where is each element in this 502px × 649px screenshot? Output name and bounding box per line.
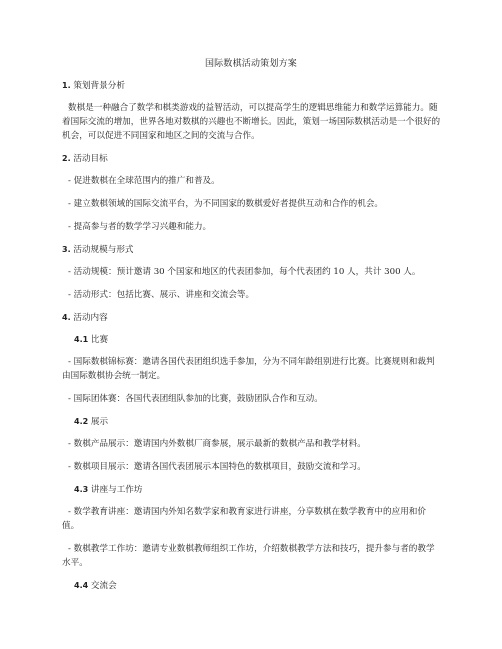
subsection-number: 4.2 bbox=[74, 417, 89, 426]
subsection-heading-4-4 bbox=[62, 579, 443, 593]
subsection-number: 4.1 bbox=[74, 335, 89, 344]
subsection-number: 4.3 bbox=[74, 485, 89, 494]
bullet-item: - 活动形式：包括比赛、展示、讲座和交流会等。 bbox=[68, 290, 255, 300]
section-number: 3. bbox=[62, 245, 71, 254]
section-heading-1 bbox=[62, 79, 443, 93]
bullet-item: - 国际数棋锦标赛：邀请各国代表团组织选手参加，分为不同年龄组别进行比赛。比赛规则和裁判由国际数棋协会统一制定。 bbox=[62, 357, 435, 381]
bullet-item: - 提高参与者的数学学习兴趣和能力。 bbox=[68, 222, 212, 232]
subsection-title: 交流会 bbox=[90, 581, 117, 591]
bullet-item: - 数棋产品展示：邀请国内外数棋厂商参展，展示最新的数棋产品和教学材料。 bbox=[68, 439, 366, 449]
subsection-title: 比赛 bbox=[90, 335, 109, 345]
document-body bbox=[62, 79, 443, 593]
subsection-title: 讲座与工作坊 bbox=[90, 485, 143, 495]
paragraph: 数棋是一种融合了数学和棋类游戏的益智活动，可以提高学生的逻辑思维能力和数学运算能力。随着国际交流的增加，世界各地对数棋的兴趣也不断增长。因此，策划一场国际数棋活动是一个很好的机会，可以促进不同国家和地区之间的交流与合作。 bbox=[62, 103, 441, 141]
section-title: 活动内容 bbox=[73, 313, 108, 323]
section-heading-2 bbox=[62, 152, 443, 166]
bullet-item: - 数棋项目展示：邀请各国代表团展示本国特色的数棋项目，鼓励交流和学习。 bbox=[68, 462, 366, 472]
bullet-item: - 数棋教学工作坊：邀请专业数棋教师组织工作坊，介绍数棋教学方法和技巧，提升参与者的教学水平。 bbox=[62, 544, 435, 568]
bullet-item: - 国际团体赛：各国代表团组队参加的比赛，鼓励团队合作和互动。 bbox=[68, 394, 323, 404]
section-title: 活动目标 bbox=[73, 154, 108, 164]
bullet-item: - 活动规模：预计邀请 30 个国家和地区的代表团参加，每个代表团约 10 人，共计 300 人。 bbox=[68, 267, 421, 277]
bullet-item: - 数学教育讲座：邀请国内外知名数学家和教育家进行讲座，分享数棋在数学教育中的应用和价值。 bbox=[62, 507, 426, 531]
subsection-heading-4-1 bbox=[62, 333, 443, 347]
subsection-heading-4-3 bbox=[62, 483, 443, 497]
subsection-heading-4-2 bbox=[62, 415, 443, 429]
section-number: 2. bbox=[62, 154, 71, 163]
section-number: 1. bbox=[62, 81, 71, 90]
section-heading-4 bbox=[62, 311, 443, 325]
section-number: 4. bbox=[62, 313, 71, 322]
subsection-number: 4.4 bbox=[74, 581, 89, 590]
subsection-title: 展示 bbox=[90, 417, 109, 427]
bullet-item: - 建立数棋领域的国际交流平台，为不同国家的数棋爱好者提供互动和合作的机会。 bbox=[68, 199, 384, 209]
section-heading-3 bbox=[62, 243, 443, 257]
bullet-item: - 促进数棋在全球范围内的推广和普及。 bbox=[68, 176, 220, 186]
section-title: 策划背景分析 bbox=[73, 81, 125, 91]
section-title: 活动规模与形式 bbox=[73, 245, 134, 255]
document-title: 国际数棋活动策划方案 bbox=[204, 59, 297, 69]
